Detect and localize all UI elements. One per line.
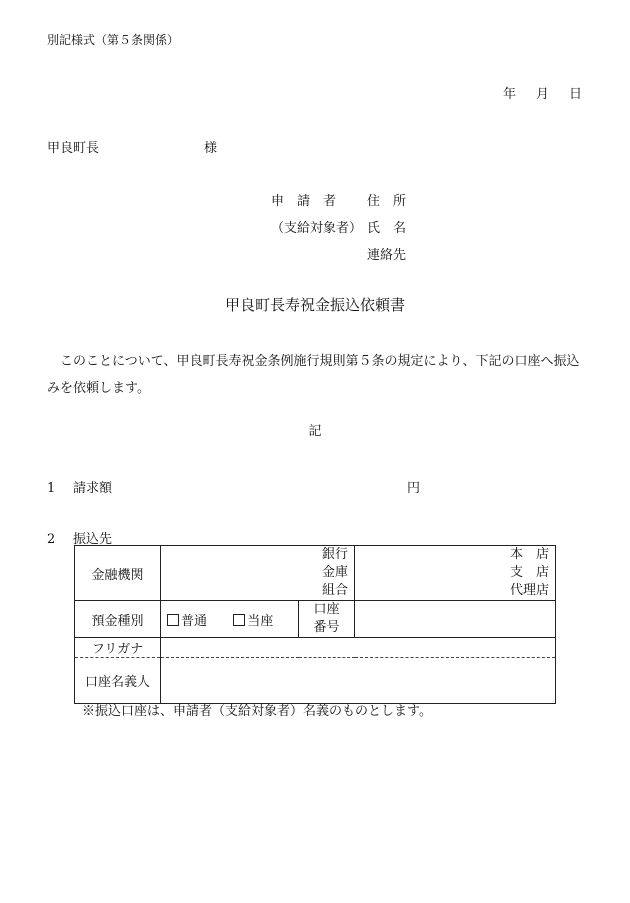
applicant-role: 申 請 者 bbox=[271, 194, 337, 209]
furigana-field[interactable] bbox=[161, 638, 556, 658]
document-title: 甲良町長寿祝金振込依頼書 bbox=[224, 296, 405, 314]
date-day: 日 bbox=[568, 87, 582, 102]
applicant-block bbox=[271, 190, 427, 271]
holder-row bbox=[75, 658, 556, 704]
account-number-label-line: 口座 bbox=[313, 602, 340, 617]
account-holder-label: 口座名義人 bbox=[75, 658, 161, 704]
name-label: 氏 名 bbox=[367, 221, 407, 236]
institution-type: 金庫 bbox=[322, 565, 349, 580]
item2-number: 2 bbox=[47, 532, 56, 547]
furigana-row bbox=[75, 638, 556, 658]
addressee bbox=[47, 137, 217, 156]
addressee-honorific: 様 bbox=[204, 141, 218, 156]
institution-label: 金融機関 bbox=[75, 546, 161, 601]
form-label: 別記様式（第５条関係） bbox=[47, 33, 180, 47]
ki-heading: 記 bbox=[308, 424, 322, 439]
account-number-label-line: 番号 bbox=[313, 620, 340, 635]
option-label: 普通 bbox=[181, 613, 208, 629]
item1-number: 1 bbox=[47, 481, 56, 496]
bank-table bbox=[74, 545, 556, 704]
deposit-options bbox=[161, 601, 299, 638]
item2-label: 振込先 bbox=[73, 532, 113, 547]
date-line bbox=[503, 83, 582, 102]
branch-type: 支 店 bbox=[510, 565, 550, 580]
branch-cell[interactable] bbox=[355, 546, 556, 601]
account-number-label bbox=[299, 601, 355, 638]
checkbox-futsu[interactable] bbox=[167, 614, 207, 629]
checkbox-icon bbox=[167, 614, 179, 626]
item1-label: 請求額 bbox=[73, 481, 113, 496]
institution-type: 組合 bbox=[322, 583, 349, 598]
branch-type: 代理店 bbox=[510, 583, 550, 598]
address-label: 住 所 bbox=[367, 194, 407, 209]
date-month: 月 bbox=[535, 87, 549, 102]
applicant-role-sub: （支給対象者） bbox=[271, 221, 363, 236]
contact-label: 連絡先 bbox=[367, 248, 407, 263]
deposit-type-label: 預金種別 bbox=[75, 601, 161, 638]
checkbox-touza[interactable] bbox=[233, 614, 273, 629]
note: ※振込口座は、申請者（支給対象者）名義のものとします。 bbox=[82, 704, 432, 719]
furigana-label: フリガナ bbox=[75, 638, 161, 658]
institution-row bbox=[75, 546, 556, 601]
addressee-name: 甲良町長 bbox=[47, 141, 100, 156]
account-number-field[interactable] bbox=[355, 601, 556, 638]
yen-unit: 円 bbox=[407, 481, 421, 496]
option-label: 当座 bbox=[247, 613, 274, 629]
institution-cell[interactable] bbox=[161, 546, 355, 601]
institution-type: 銀行 bbox=[322, 547, 349, 562]
date-year: 年 bbox=[502, 87, 516, 102]
deposit-row bbox=[75, 601, 556, 638]
branch-type: 本 店 bbox=[510, 547, 550, 562]
body-text: このことについて、甲良町長寿祝金条例施行規則第５条の規定により、下記の口座へ振込みを依頼します。 bbox=[47, 354, 580, 396]
checkbox-icon bbox=[233, 614, 245, 626]
item-claim-amount bbox=[47, 477, 427, 496]
account-holder-field[interactable] bbox=[161, 658, 556, 704]
